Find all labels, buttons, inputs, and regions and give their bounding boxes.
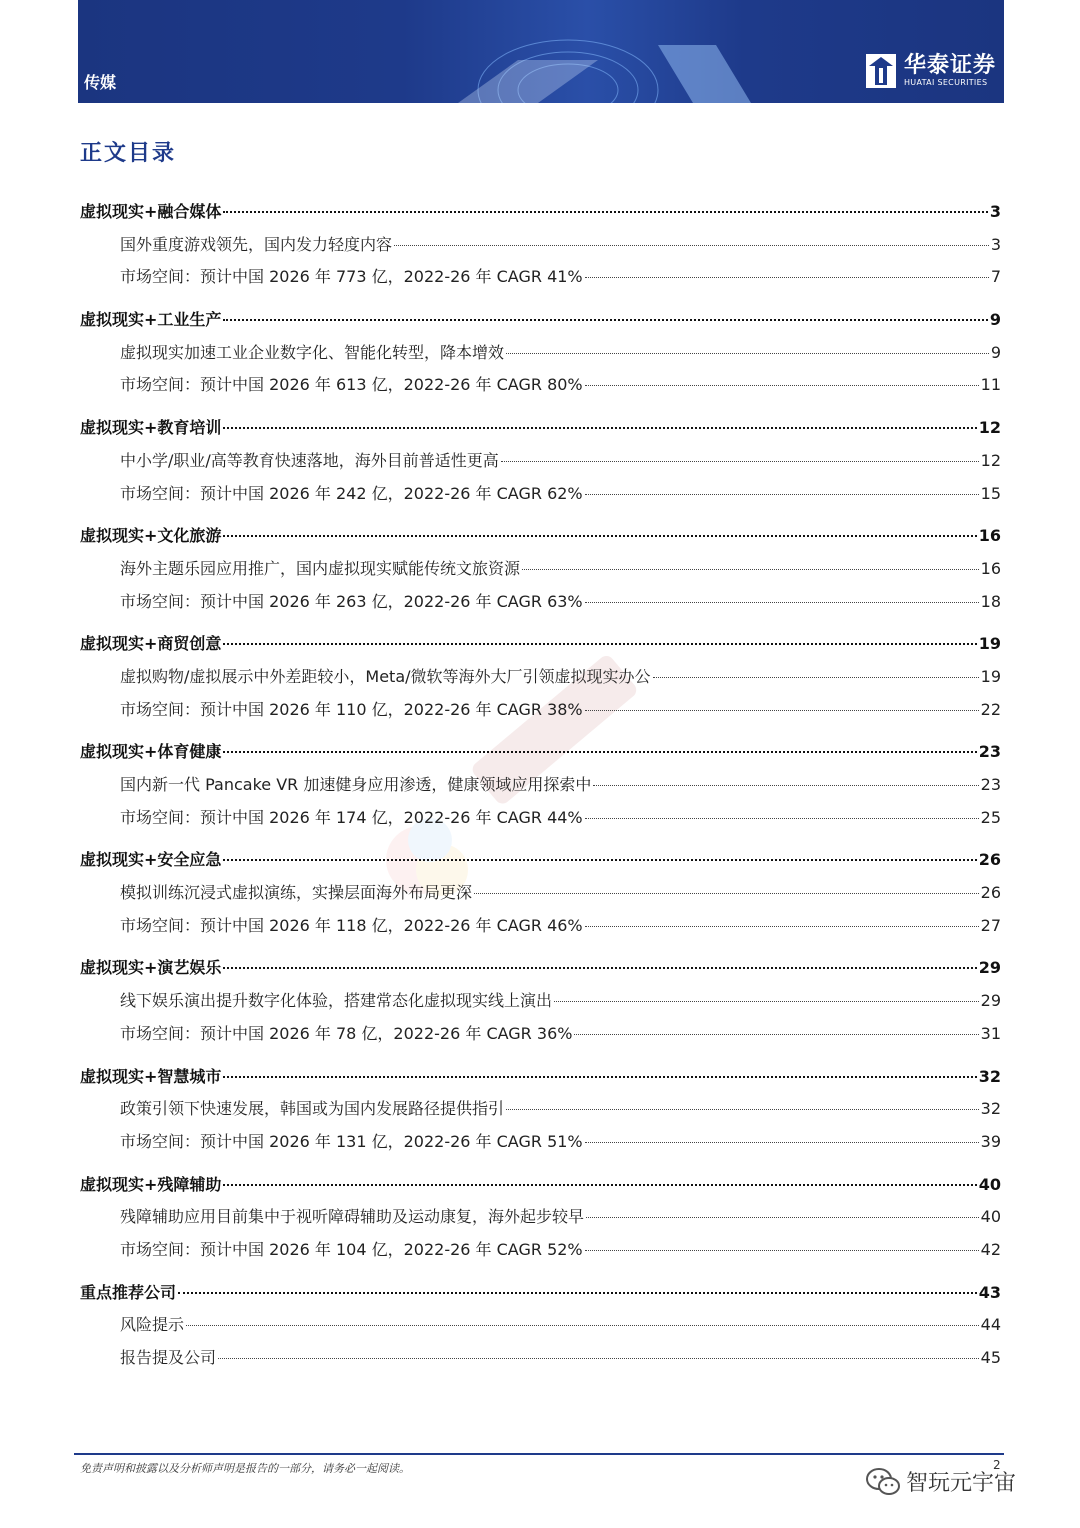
toc-chapter-entry[interactable] xyxy=(80,1061,1001,1094)
header-decoration xyxy=(458,0,778,103)
dot-leader xyxy=(653,676,979,678)
toc-section-title: 虚拟现实加速工业企业数字化、智能化转型，降本增效 xyxy=(120,342,505,362)
toc-chapter-title: 虚拟现实+融合媒体 xyxy=(80,202,222,221)
dot-leader xyxy=(554,1000,979,1002)
toc-chapter-entry[interactable] xyxy=(80,412,1001,445)
toc-chapter-entry[interactable] xyxy=(80,844,1001,877)
dot-leader xyxy=(186,1324,979,1326)
toc-page-number: 29 xyxy=(980,991,1001,1011)
toc-page-number: 9 xyxy=(989,310,1001,330)
toc-chapter-entry[interactable] xyxy=(80,196,1001,229)
toc-page-number: 26 xyxy=(980,883,1001,903)
toc-section-entry[interactable] xyxy=(80,802,1001,835)
logo-english-name: HUATAI SECURITIES xyxy=(903,78,988,87)
toc-section-title: 市场空间：预计中国 2026 年 263 亿，2022-26 年 CAGR 63% xyxy=(120,591,583,611)
toc-page-number: 32 xyxy=(978,1066,1001,1086)
toc-group xyxy=(80,844,1001,942)
toc-section-title: 线下娱乐演出提升数字化体验，搭建常态化虚拟现实线上演出 xyxy=(120,991,553,1011)
toc-section-entry[interactable] xyxy=(80,445,1001,478)
toc-chapter-entry[interactable] xyxy=(80,736,1001,769)
page-header xyxy=(78,0,1004,103)
toc-section-entry[interactable] xyxy=(80,1309,1001,1342)
toc-section-title: 模拟训练沉浸式虚拟演练，实操层面海外布局更深 xyxy=(120,883,473,903)
toc-section-entry[interactable] xyxy=(80,229,1001,262)
toc-section-entry[interactable] xyxy=(80,553,1001,586)
dot-leader xyxy=(223,1075,976,1078)
toc-section-title: 市场空间：预计中国 2026 年 242 亿，2022-26 年 CAGR 62% xyxy=(120,483,583,503)
toc-section-title: 报告提及公司 xyxy=(120,1348,217,1367)
dot-leader xyxy=(501,460,979,462)
toc-page-number: 39 xyxy=(980,1131,1001,1151)
dot-leader xyxy=(506,1108,979,1110)
wechat-account-name: 智玩元宇宙 xyxy=(906,1471,1017,1496)
toc-chapter-entry[interactable] xyxy=(80,520,1001,553)
toc-section-entry[interactable] xyxy=(80,369,1001,402)
toc-section-entry[interactable] xyxy=(80,1126,1001,1159)
dot-leader xyxy=(223,750,976,753)
toc-page-number: 12 xyxy=(978,418,1001,438)
footer-divider xyxy=(74,1453,1004,1455)
toc-page-number: 27 xyxy=(980,915,1001,935)
toc-chapter-title: 虚拟现实+教育培训 xyxy=(80,418,222,438)
table-of-contents xyxy=(80,196,1001,1385)
toc-page-number: 3 xyxy=(989,202,1001,221)
dot-leader xyxy=(586,1216,979,1218)
toc-page-number: 23 xyxy=(980,775,1001,794)
toc-group xyxy=(80,1061,1001,1159)
toc-section-entry[interactable] xyxy=(80,661,1001,694)
dot-leader xyxy=(223,210,987,213)
toc-chapter-title: 虚拟现实+商贸创意 xyxy=(80,634,222,654)
toc-section-entry[interactable] xyxy=(80,1201,1001,1234)
toc-page-number: 9 xyxy=(990,342,1001,362)
toc-chapter-entry[interactable] xyxy=(80,628,1001,661)
dot-leader xyxy=(585,601,979,603)
toc-chapter-title: 虚拟现实+文化旅游 xyxy=(80,526,222,546)
toc-group xyxy=(80,736,1001,834)
toc-chapter-entry[interactable] xyxy=(80,1277,1001,1310)
toc-chapter-title: 虚拟现实+工业生产 xyxy=(80,310,222,330)
dot-leader xyxy=(574,1033,978,1035)
dot-leader xyxy=(223,858,976,861)
toc-section-title: 国内新一代 Pancake VR 加速健身应用渗透，健康领域应用探索中 xyxy=(120,775,592,794)
toc-section-title: 虚拟购物/虚拟展示中外差距较小，Meta/微软等海外大厂引领虚拟现实办公 xyxy=(120,666,651,686)
dot-leader xyxy=(223,966,976,969)
toc-section-title: 市场空间：预计中国 2026 年 613 亿，2022-26 年 CAGR 80% xyxy=(120,375,583,395)
footer-disclaimer: 免责声明和披露以及分析师声明是报告的一部分，请务必一起阅读。 xyxy=(80,1462,410,1475)
toc-page-number: 29 xyxy=(978,958,1001,978)
toc-page-number: 26 xyxy=(978,850,1001,870)
dot-leader xyxy=(585,1249,979,1251)
toc-group xyxy=(80,1169,1001,1267)
toc-page-number: 40 xyxy=(980,1207,1001,1227)
toc-page-number: 42 xyxy=(980,1239,1001,1259)
wechat-icon xyxy=(866,1467,900,1497)
dot-leader xyxy=(585,384,979,386)
toc-section-entry[interactable] xyxy=(80,1342,1001,1375)
header-section-label: 传媒 xyxy=(84,73,117,92)
toc-chapter-title: 虚拟现实+残障辅助 xyxy=(80,1174,222,1194)
toc-chapter-title: 虚拟现实+体育健康 xyxy=(80,742,222,762)
dot-leader xyxy=(593,784,978,786)
toc-page-number: 25 xyxy=(980,807,1001,827)
wechat-watermark xyxy=(866,1466,1016,1497)
dot-leader xyxy=(585,1141,979,1143)
dot-leader xyxy=(474,892,979,894)
toc-section-title: 市场空间：预计中国 2026 年 118 亿，2022-26 年 CAGR 46% xyxy=(120,915,583,935)
toc-title: 正文目录 xyxy=(80,141,177,166)
toc-section-title: 市场空间：预计中国 2026 年 174 亿，2022-26 年 CAGR 44% xyxy=(120,807,583,827)
dot-leader xyxy=(223,642,976,645)
toc-section-entry[interactable] xyxy=(80,877,1001,910)
dot-leader xyxy=(585,276,989,278)
toc-page-number: 44 xyxy=(980,1315,1001,1335)
toc-section-entry[interactable] xyxy=(80,769,1001,802)
toc-section-title: 中小学/职业/高等教育快速落地，海外目前普适性更高 xyxy=(120,450,499,470)
toc-chapter-entry[interactable] xyxy=(80,304,1001,337)
dot-leader xyxy=(522,568,979,570)
toc-chapter-title: 虚拟现实+智慧城市 xyxy=(80,1066,222,1086)
toc-section-title: 海外主题乐园应用推广，国内虚拟现实赋能传统文旅资源 xyxy=(120,558,521,578)
toc-page-number: 32 xyxy=(980,1099,1001,1119)
toc-page-number: 18 xyxy=(980,591,1001,611)
toc-section-title: 市场空间：预计中国 2026 年 110 亿，2022-26 年 CAGR 38% xyxy=(120,699,583,719)
toc-section-entry[interactable] xyxy=(80,261,1001,294)
toc-page-number: 12 xyxy=(980,450,1001,470)
huatai-logo-icon xyxy=(866,54,896,88)
toc-chapter-title: 重点推荐公司 xyxy=(80,1282,177,1302)
toc-page-number: 40 xyxy=(978,1174,1001,1194)
toc-page-number: 3 xyxy=(990,234,1001,254)
toc-section-entry[interactable] xyxy=(80,337,1001,370)
toc-page-number: 31 xyxy=(980,1023,1001,1043)
toc-section-entry[interactable] xyxy=(80,985,1001,1018)
toc-section-entry[interactable] xyxy=(80,1018,1001,1051)
toc-page-number: 19 xyxy=(978,634,1001,654)
dot-leader xyxy=(178,1291,977,1294)
toc-group xyxy=(80,412,1001,510)
dot-leader xyxy=(585,817,979,819)
toc-page-number: 11 xyxy=(980,375,1001,395)
toc-page-number: 16 xyxy=(978,526,1001,546)
toc-page-number: 45 xyxy=(980,1348,1001,1367)
toc-page-number: 43 xyxy=(978,1282,1001,1302)
toc-group xyxy=(80,304,1001,402)
toc-section-title: 残障辅助应用目前集中于视听障碍辅助及运动康复，海外起步较早 xyxy=(120,1207,585,1227)
toc-section-title: 市场空间：预计中国 2026 年 131 亿，2022-26 年 CAGR 51% xyxy=(120,1131,583,1151)
toc-section-title: 市场空间：预计中国 2026 年 104 亿，2022-26 年 CAGR 52% xyxy=(120,1239,583,1259)
toc-page-number: 23 xyxy=(978,742,1001,762)
toc-section-entry[interactable] xyxy=(80,1093,1001,1126)
dot-leader xyxy=(585,925,979,927)
toc-section-title: 风险提示 xyxy=(120,1315,185,1335)
toc-section-title: 政策引领下快速发展，韩国或为国内发展路径提供指引 xyxy=(120,1099,505,1119)
dot-leader xyxy=(218,1357,979,1359)
page-number: 2 xyxy=(993,1458,1001,1472)
toc-section-entry[interactable] xyxy=(80,1234,1001,1267)
logo-chinese-name: 华泰证券 xyxy=(903,53,996,78)
dot-leader xyxy=(223,1183,976,1186)
toc-section-title: 国外重度游戏领先，国内发力轻度内容 xyxy=(120,234,393,254)
toc-section-entry[interactable] xyxy=(80,478,1001,511)
huatai-logo xyxy=(866,54,996,88)
dot-leader xyxy=(223,318,987,321)
toc-page-number: 15 xyxy=(980,483,1001,503)
dot-leader xyxy=(223,534,976,537)
toc-section-entry[interactable] xyxy=(80,586,1001,619)
toc-page-number: 22 xyxy=(980,699,1001,719)
toc-section-entry[interactable] xyxy=(80,694,1001,727)
dot-leader xyxy=(585,709,979,711)
toc-chapter-entry[interactable] xyxy=(80,952,1001,985)
dot-leader xyxy=(585,493,979,495)
toc-page-number: 7 xyxy=(990,267,1001,287)
toc-section-title: 市场空间：预计中国 2026 年 773 亿，2022-26 年 CAGR 41% xyxy=(120,267,583,287)
toc-group xyxy=(80,628,1001,726)
toc-group xyxy=(80,1277,1001,1375)
toc-chapter-entry[interactable] xyxy=(80,1169,1001,1202)
toc-chapter-title: 虚拟现实+演艺娱乐 xyxy=(80,958,222,978)
toc-section-entry[interactable] xyxy=(80,910,1001,943)
dot-leader xyxy=(223,426,976,429)
dot-leader xyxy=(394,244,989,246)
toc-section-title: 市场空间：预计中国 2026 年 78 亿，2022-26 年 CAGR 36% xyxy=(120,1023,573,1043)
toc-page-number: 16 xyxy=(980,558,1001,578)
toc-group xyxy=(80,196,1001,294)
toc-chapter-title: 虚拟现实+安全应急 xyxy=(80,850,222,870)
toc-page-number: 19 xyxy=(980,666,1001,686)
toc-group xyxy=(80,520,1001,618)
dot-leader xyxy=(506,352,989,354)
toc-group xyxy=(80,952,1001,1050)
